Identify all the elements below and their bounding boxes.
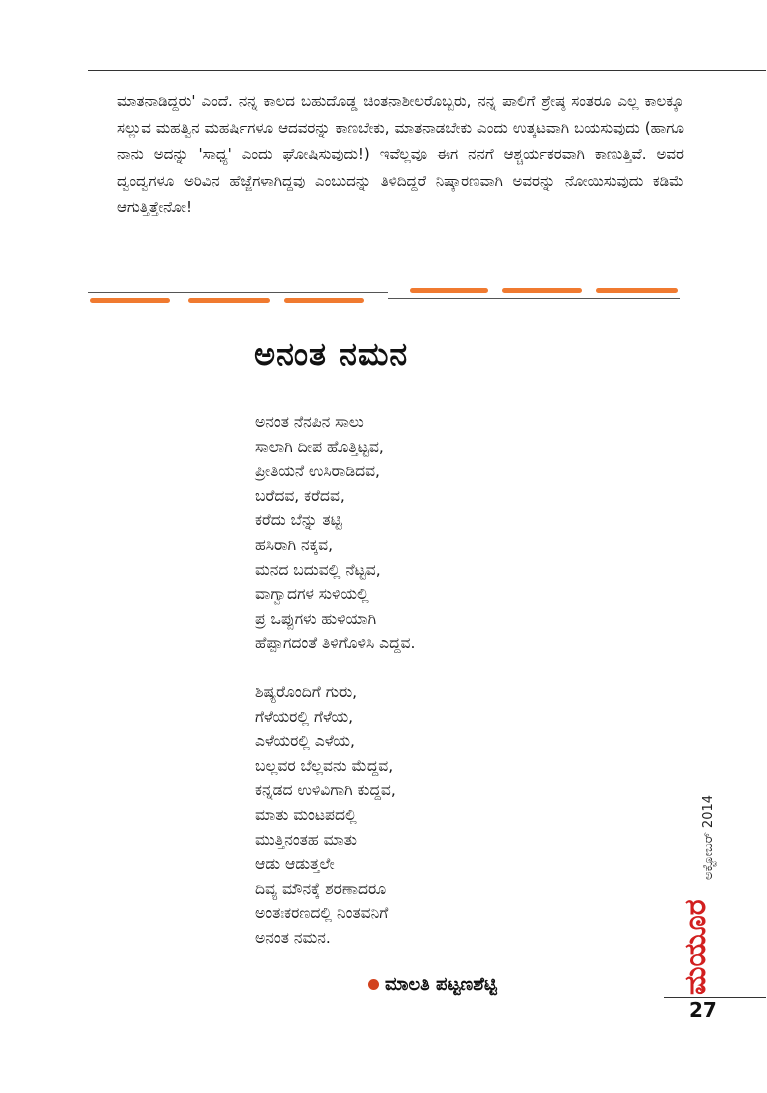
bullet-icon bbox=[368, 979, 379, 990]
poem-line: ಕರೆದು ಬೆನ್ನು ತಟ್ಟಿ bbox=[255, 511, 342, 530]
poem-line: ಸಾಲಾಗಿ ದೀಪ ಹೊತ್ತಿಟ್ಟವ, bbox=[255, 437, 384, 456]
intro-paragraph: ಮಾತನಾಡಿದ್ದರು' ಎಂದೆ. ನನ್ನ ಕಾಲದ ಬಹುದೊಡ್ಡ ಚಿಂತನಾಶೀಲರೊಬ್ಬರು, ನನ್ನ ಪಾಲಿಗೆ ಶ್ರೇಷ್ಠ ಸಂತರೂ ಎಲ್ಲ ಕಾಲಕ್ಕೂ ಸಲ್ಲುವ ಮಹತ್ವಿನ ಮಹರ್ಷಿಗಳೂ ಆದವರನ್ನು ಕಾಣಬೇಕು, ಮಾತನಾಡಬೇಕು ಎಂದು ಉತ್ಕಟವಾಗಿ ಬಯಸುವುದು (ಹಾಗೂ ನಾನು ಅದನ್ನು 'ಸಾಧ್ಯ' ಎಂದು ಘೋಷಿಸುವುದು!) ಇವೆಲ್ಲವೂ ಈಗ ನನಗೆ ಆಶ್ಚರ್ಯಕರವಾಗಿ ಕಾಣುತ್ತಿವೆ. ಅವರ ದ್ವಂದ್ವಗಳೂ ಅರಿವಿನ ಹೆಜ್ಜೆಗಳಾಗಿದ್ದವು ಎಂಬುದನ್ನು ತಿಳಿದಿದ್ದರೆ ನಿಷ್ಕಾರಣವಾಗಿ ಅವರನ್ನು ನೋಯಿಸುವುದು ಕಡಿಮೆ ಆಗುತ್ತಿತ್ತೇನೋ! bbox=[117, 92, 684, 216]
poem-line: ಎಳೆಯರಲ್ಲಿ ಎಳೆಯ, bbox=[255, 732, 355, 751]
poem-line: ಪ್ರ ಒಪ್ಪುಗಳು ಹುಳಿಯಾಗಿ bbox=[255, 609, 377, 628]
page-number: 27 bbox=[689, 998, 717, 1022]
author-name: ಮಾಲತಿ ಪಟ್ಟಣಶೆಟ್ಟಿ bbox=[385, 974, 497, 995]
poem-line: ಗೆಳೆಯರಲ್ಲಿ ಗೆಳೆಯ, bbox=[255, 707, 354, 726]
poem-line: ಮುತ್ತಿನಂತಹ ಮಾತು bbox=[255, 830, 357, 849]
poem-line: ಮನದ ಬದುವಲ್ಲಿ ನೆಟ್ಟವ, bbox=[255, 560, 381, 579]
poem-line: ಆಡು ಆಡುತ್ತಲೇ bbox=[255, 855, 335, 874]
poem-line: ಪ್ರೀತಿಯನೆ ಉಸಿರಾಡಿದವ, bbox=[255, 462, 380, 481]
poem-line: ಅನಂತ ನಮನ. bbox=[255, 928, 331, 947]
poem-line: ಬರೆದವ, ಕರೆದವ, bbox=[255, 486, 345, 505]
section-divider bbox=[88, 284, 680, 306]
poem-stanza-1 bbox=[255, 410, 415, 656]
poem-line: ಅಂತಃಕರಣದಲ್ಲಿ ನಿಂತವನಿಗೆ bbox=[255, 904, 389, 923]
issue-date: ಅಕ್ಟೋಬರ್ 2014 bbox=[701, 794, 716, 880]
poem-line: ಕನ್ನಡದ ಉಳಿವಿಗಾಗಿ ಕುದ್ದವ, bbox=[255, 781, 396, 800]
poem-line: ಬಲ್ಲವರ ಬೆಲ್ಲವನು ಮೆದ್ದವ, bbox=[255, 756, 394, 775]
poem-stanza-2 bbox=[255, 680, 396, 951]
poem-author bbox=[368, 974, 497, 995]
poem-line: ಹೆಪ್ಪಾಗದಂತೆ ತಿಳಿಗೊಳಿಸಿ ಎದ್ದವ. bbox=[255, 634, 416, 653]
top-rule bbox=[88, 70, 766, 71]
magazine-sidebar bbox=[678, 770, 718, 995]
magazine-name: ಮಯೂರ bbox=[678, 899, 713, 995]
poem-line: ವಾಗ್ವಾದಗಳ ಸುಳಿಯಲ್ಲಿ bbox=[255, 585, 369, 604]
poem-line: ಮಾತು ಮಂಟಪದಲ್ಲಿ bbox=[255, 805, 357, 824]
poem-line: ಅನಂತ ನೆನಪಿನ ಸಾಲು bbox=[255, 413, 364, 431]
poem-title: ಅನಂತ ನಮನ bbox=[254, 335, 409, 373]
poem-line: ಶಿಷ್ಯರೊಂದಿಗೆ ಗುರು, bbox=[255, 683, 358, 701]
poem-line: ದಿವ್ಯ ಮೌನಕ್ಕೆ ಶರಣಾದರೂ bbox=[255, 879, 387, 898]
poem-line: ಹಸಿರಾಗಿ ನಕ್ಕವ, bbox=[255, 535, 333, 554]
